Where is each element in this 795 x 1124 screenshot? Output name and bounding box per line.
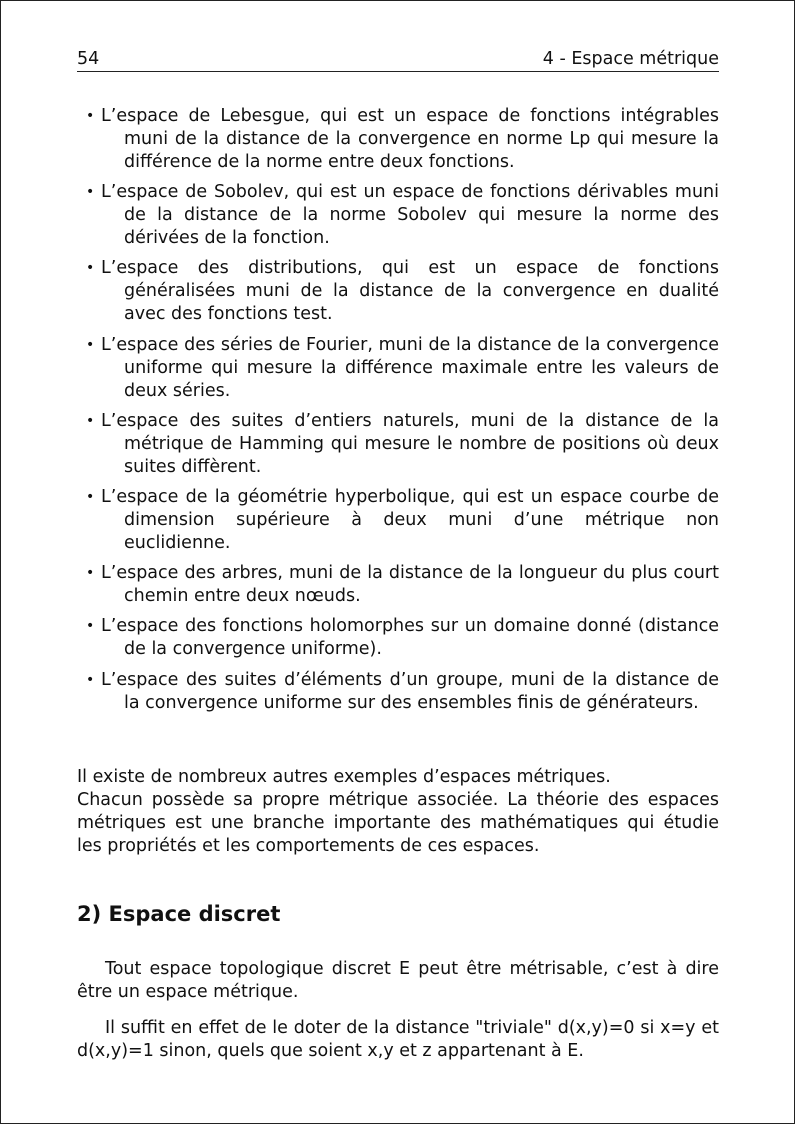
examples-list [77,105,719,722]
section-paragraph-2: Il suffit en effet de le doter de la distance "triviale" d(x,y)=0 si x=y et d(x,y)=1 sinon, quels que soient x,y et z appartenant à E. [77,1018,719,1061]
bullet-icon: • [86,412,95,429]
bullet-icon: • [86,488,95,505]
list-item-text: L’espace des arbres, muni de la distance de la longueur du plus court chemin entre deux nœuds. [101,563,719,607]
list-item [77,410,719,479]
list-item-text: L’espace des suites d’entiers naturels, muni de la distance de la métrique de Hamming qui mesure le nombre de positions où deux suites diffèrent. [101,410,719,477]
list-item-text: L’espace de Sobolev, qui est un espace de fonctions dérivables muni de la distance de la norme Sobolev qui mesure la norme des dérivées de la fonction. [101,182,719,249]
list-item [77,615,719,661]
list-item-text: L’espace des séries de Fourier, muni de la distance de la convergence uniforme qui mesure la différence maximale entre les valeurs de deux séries. [101,334,719,401]
list-item-text: L’espace de la géométrie hyperbolique, qui est un espace courbe de dimension supérieure à deux muni d’une métrique non euclidienne. [101,486,719,553]
bullet-icon: • [86,108,95,124]
closing-paragraph-line-1: Il existe de nombreux autres exemples d’espaces métriques. [77,767,611,787]
running-header [77,48,719,72]
list-item [77,105,719,174]
list-item [77,669,719,715]
bullet-icon: • [86,336,95,353]
section-heading: 2) Espace discret [77,902,281,926]
bullet-icon: • [86,260,95,277]
list-item [77,562,719,608]
list-item-text: L’espace des distributions, qui est un espace de fonctions généralisées muni de la distance de la convergence en dualité avec des fonctions test. [101,258,719,325]
list-item-text: L’espace des fonctions holomorphes sur un domaine donné (distance de la convergence uniforme). [101,616,719,660]
bullet-icon: • [86,618,95,635]
chapter-title: 4 - Espace métrique [542,49,719,69]
list-item-text: L’espace des suites d’éléments d’un groupe, muni de la distance de la convergence uniforme sur des ensembles finis de générateurs. [101,669,719,713]
list-item [77,334,719,403]
list-item-text: L’espace de Lebesgue, qui est un espace de fonctions intégrables muni de la distance de la convergence en norme Lp qui mesure la différence de la norme entre deux fonctions. [101,106,719,172]
bullet-icon: • [86,565,95,582]
list-item [77,257,719,326]
section-paragraph-1: Tout espace topologique discret E peut être métrisable, c’est à dire être un espace métrique. [77,959,719,1002]
list-item [77,486,719,555]
list-item [77,181,719,250]
closing-paragraph-line-2: Chacun possède sa propre métrique associée. La théorie des espaces métriques est une branche importante des mathématiques qui étudie les propriétés et les comportements de ces espaces. [77,790,719,856]
closing-paragraph [77,766,719,858]
bullet-icon: • [86,184,95,201]
page-number: 54 [77,49,100,69]
bullet-icon: • [86,671,95,688]
